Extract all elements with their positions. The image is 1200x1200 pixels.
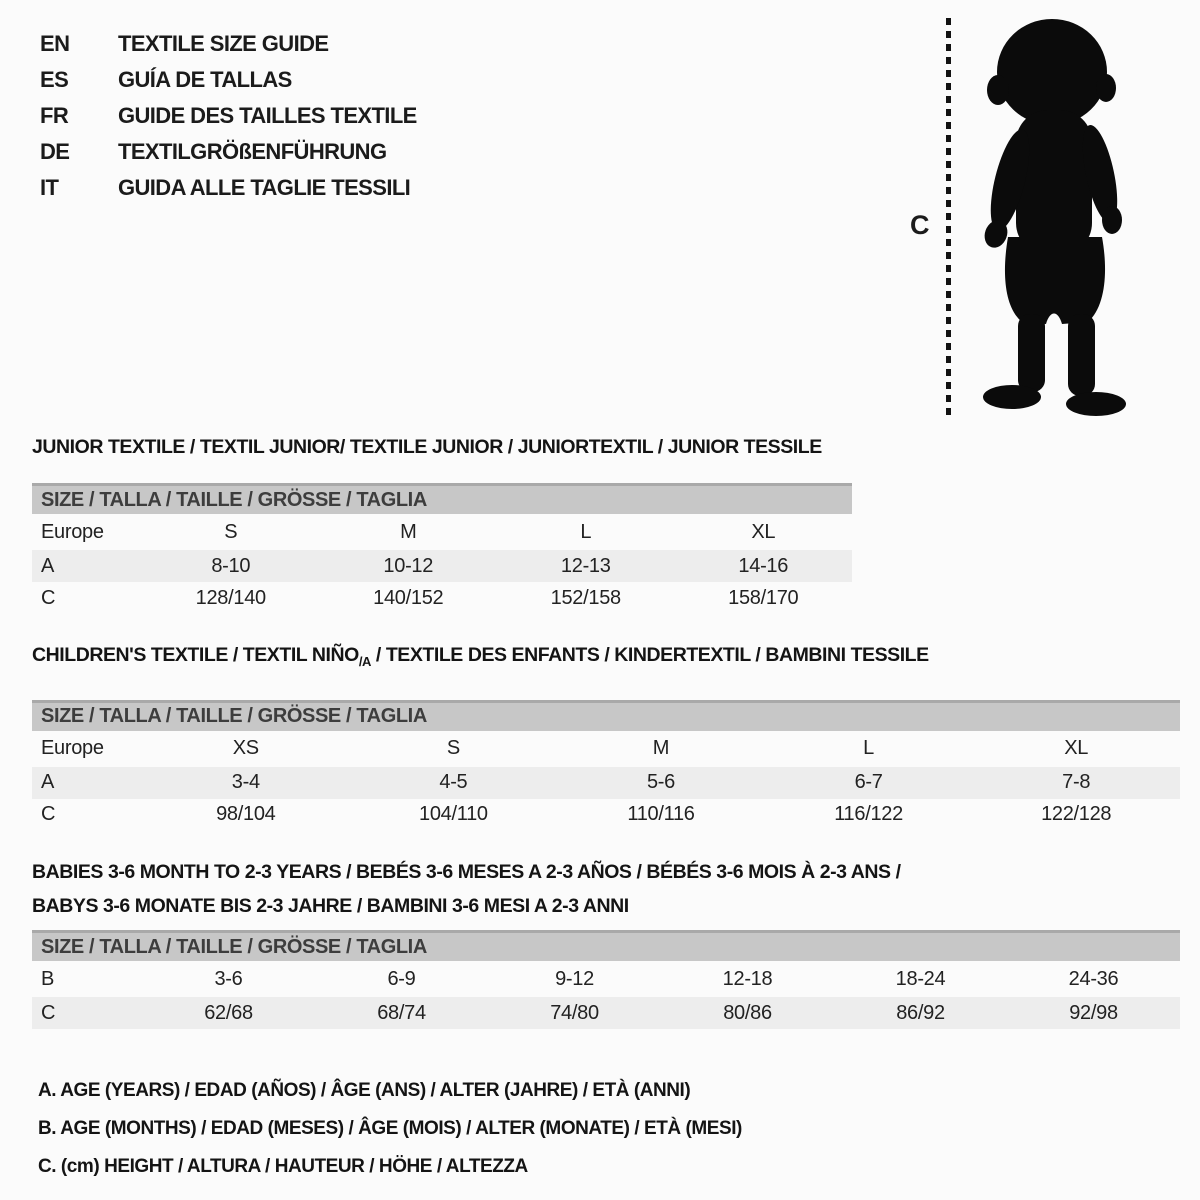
section-title-line: CHILDREN'S TEXTILE / TEXTIL $NIÑO_{/A}$ / TEXTILE DES ENFANTS / KINDERTEXTIL / BAMBINI TESSILE: [32, 644, 929, 669]
table-row-europe: [32, 731, 1180, 767]
language-code: FR: [40, 103, 69, 128]
table-row-a: [32, 767, 1180, 799]
size-value: XL: [751, 520, 776, 543]
language-code: DE: [40, 139, 70, 164]
section-title-line: JUNIOR TEXTILE / TEXTIL JUNIOR/ TEXTILE JUNIOR / JUNIORTEXTIL / JUNIOR TESSILE: [32, 436, 822, 458]
size-value: 5-6: [646, 771, 675, 794]
table-row-europe: [32, 514, 852, 550]
size-value: XS: [232, 737, 259, 760]
height-measure-label: C: [910, 210, 929, 240]
row-label: B: [41, 967, 55, 990]
size-value: 24-36: [1068, 967, 1119, 990]
row-label: C: [41, 803, 56, 826]
size-header-bar: SIZE / TALLA / TAILLE / GRÖSSE / TAGLIA: [32, 930, 1180, 961]
size-value: 8-10: [211, 554, 251, 577]
size-value: S: [446, 737, 460, 760]
section-junior: [32, 436, 852, 614]
language-code: ES: [40, 67, 69, 92]
size-value: 152/158: [550, 586, 621, 609]
row-label: Europe: [41, 520, 104, 543]
section-babies: [32, 855, 1180, 1029]
size-value: 62/68: [204, 1001, 253, 1024]
size-value: 80/86: [723, 1001, 772, 1024]
legend: [38, 1072, 742, 1186]
size-value: 128/140: [195, 586, 266, 609]
section-title-line: BABYS 3-6 MONATE BIS 2-3 JAHRE / BAMBINI 3-6 MESI A 2-3 ANNI: [32, 895, 629, 917]
language-row-it: [40, 170, 417, 206]
size-value: 4-5: [439, 771, 468, 794]
language-row-de: [40, 134, 417, 170]
row-label: A: [41, 771, 55, 794]
guide-title: TEXTILE SIZE GUIDE: [118, 31, 329, 56]
size-value: 18-24: [895, 967, 946, 990]
table-row-c: [32, 799, 1180, 831]
size-header-bar: SIZE / TALLA / TAILLE / GRÖSSE / TAGLIA: [32, 700, 1180, 731]
size-value: 98/104: [216, 803, 276, 826]
size-value: XL: [1064, 737, 1089, 760]
language-header: [40, 26, 417, 206]
language-code: IT: [40, 175, 59, 200]
legend-line-a: A. AGE (YEARS) / EDAD (AÑOS) / ÂGE (ANS) / ALTER (JAHRE) / ETÀ (ANNI): [38, 1080, 691, 1101]
language-code: EN: [40, 31, 70, 56]
size-value: L: [863, 737, 874, 760]
guide-title: TEXTILGRÖßENFÜHRUNG: [118, 139, 387, 164]
row-label: C: [41, 1001, 56, 1024]
language-row-en: [40, 26, 417, 62]
size-value: 158/170: [728, 586, 799, 609]
size-value: 12-18: [722, 967, 773, 990]
guide-title: GUIDA ALLE TAGLIE TESSILI: [118, 175, 411, 200]
size-value: 14-16: [738, 554, 789, 577]
guide-title: GUIDE DES TAILLES TEXTILE: [118, 103, 417, 128]
table-row-a: [32, 550, 852, 582]
size-value: 6-7: [854, 771, 883, 794]
size-value: 3-6: [214, 967, 243, 990]
legend-line-c: C. (cm) HEIGHT / ALTURA / HAUTEUR / HÖHE / ALTEZZA: [38, 1156, 528, 1177]
size-value: 140/152: [373, 586, 444, 609]
size-value: M: [652, 737, 670, 760]
size-value: 68/74: [377, 1001, 426, 1024]
guide-title: GUÍA DE TALLAS: [118, 67, 292, 92]
language-row-es: [40, 62, 417, 98]
section-children: [32, 644, 1180, 831]
table-row-c: [32, 997, 1180, 1029]
toddler-silhouette-image: [966, 12, 1142, 424]
size-value: 116/122: [834, 803, 903, 826]
size-value: 92/98: [1069, 1001, 1118, 1024]
size-value: 122/128: [1041, 803, 1112, 826]
size-value: 74/80: [550, 1001, 599, 1024]
size-header-bar: SIZE / TALLA / TAILLE / GRÖSSE / TAGLIA: [32, 483, 852, 514]
size-value: S: [224, 520, 238, 543]
size-value: 86/92: [896, 1001, 945, 1024]
section-title-line: BABIES 3-6 MONTH TO 2-3 YEARS / BEBÉS 3-6 MESES A 2-3 AÑOS / BÉBÉS 3-6 MOIS À 2-3 ANS /: [32, 861, 901, 883]
size-value: 7-8: [1062, 771, 1091, 794]
size-value: 110/116: [627, 803, 695, 826]
height-measure-dashed-line: [946, 18, 951, 416]
size-value: L: [580, 520, 592, 543]
size-value: 12-13: [560, 554, 611, 577]
legend-line-b: B. AGE (MONTHS) / EDAD (MESES) / ÂGE (MOIS) / ALTER (MONATE) / ETÀ (MESI): [38, 1118, 742, 1139]
row-label: C: [41, 586, 56, 609]
section-title: [32, 436, 852, 458]
row-label: Europe: [41, 737, 104, 760]
section-title: [32, 855, 1180, 923]
size-value: 9-12: [555, 967, 594, 990]
size-value: 6-9: [387, 967, 416, 990]
section-title: [32, 644, 1180, 673]
size-value: 3-4: [231, 771, 260, 794]
table-row-c: [32, 582, 852, 614]
size-value: 10-12: [383, 554, 434, 577]
row-label: A: [41, 554, 55, 577]
size-value: 104/110: [419, 803, 488, 826]
language-row-fr: [40, 98, 417, 134]
size-value: M: [400, 520, 417, 543]
table-row-b: [32, 961, 1180, 997]
